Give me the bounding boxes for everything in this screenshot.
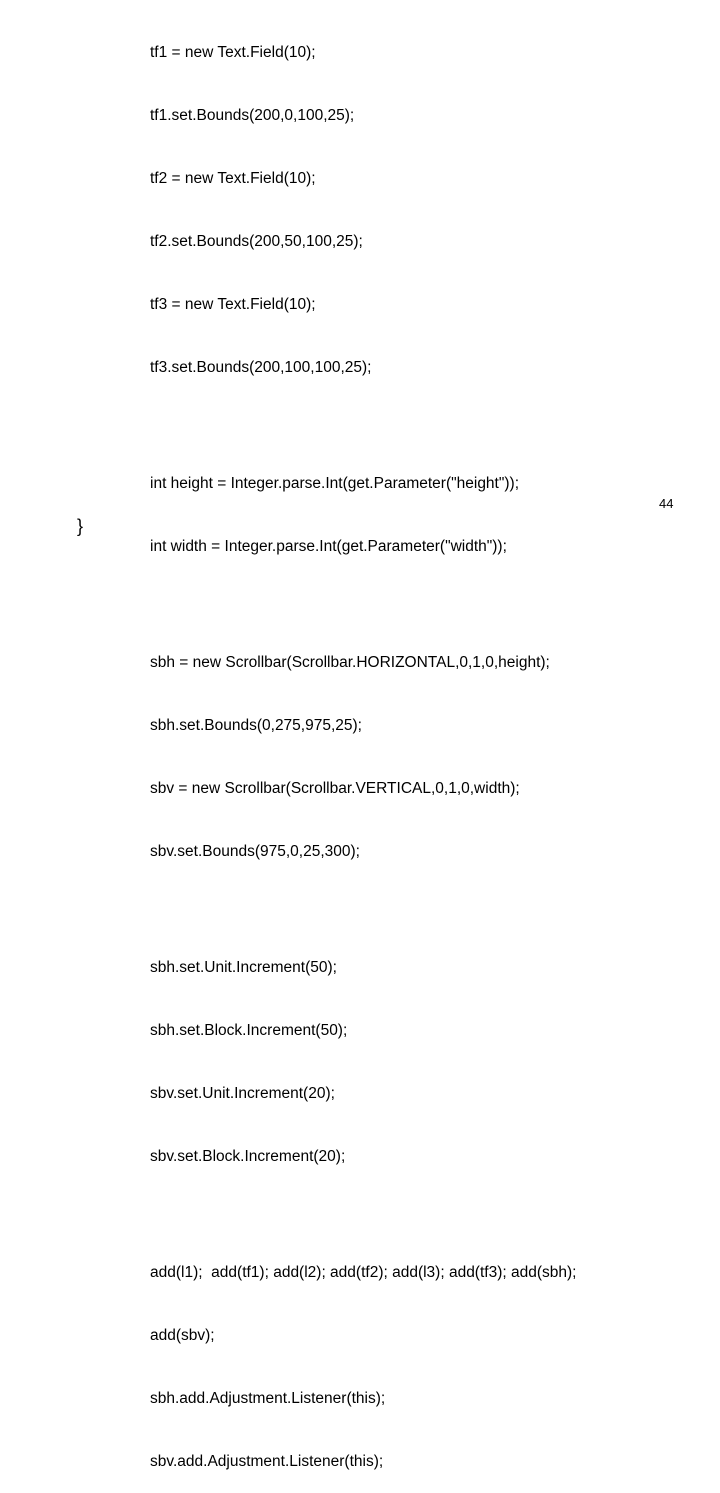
code-line: sbh.add.Adjustment.Listener(this); — [150, 1390, 386, 1407]
slide-page-number: 44 — [659, 496, 674, 511]
code-line: sbv.set.Unit.Increment(20); — [150, 1085, 335, 1102]
code-listing — [150, 0, 670, 1493]
code-line: sbv.set.Bounds(975,0,25,300); — [150, 843, 360, 860]
code-line: sbv.add.Adjustment.Listener(this); — [150, 1453, 384, 1470]
code-line: int height = Integer.parse.Int(get.Parameter("height")); — [150, 475, 519, 492]
closing-brace: } — [77, 516, 84, 536]
code-line: sbh.set.Bounds(0,275,975,25); — [150, 717, 362, 734]
code-line: tf2.set.Bounds(200,50,100,25); — [150, 233, 363, 250]
code-line: sbh.set.Unit.Increment(50); — [150, 959, 337, 976]
code-line: tf3 = new Text.Field(10); — [150, 296, 316, 313]
code-line: sbv = new Scrollbar(Scrollbar.VERTICAL,0,1,0,width); — [150, 780, 520, 797]
code-line: sbh = new Scrollbar(Scrollbar.HORIZONTAL,0,1,0,height); — [150, 654, 550, 671]
code-line: sbv.set.Block.Increment(20); — [150, 1148, 346, 1165]
code-line: int width = Integer.parse.Int(get.Parameter("width")); — [150, 538, 507, 555]
code-line: tf1.set.Bounds(200,0,100,25); — [150, 107, 355, 124]
code-line: tf3.set.Bounds(200,100,100,25); — [150, 359, 372, 376]
code-line: tf1 = new Text.Field(10); — [150, 44, 316, 61]
code-line: sbh.set.Block.Increment(50); — [150, 1022, 348, 1039]
code-line: add(sbv); — [150, 1327, 215, 1344]
code-line: add(l1); add(tf1); add(l2); add(tf2); add(l3); add(tf3); add(sbh); — [150, 1264, 577, 1281]
code-line: tf2 = new Text.Field(10); — [150, 170, 316, 187]
